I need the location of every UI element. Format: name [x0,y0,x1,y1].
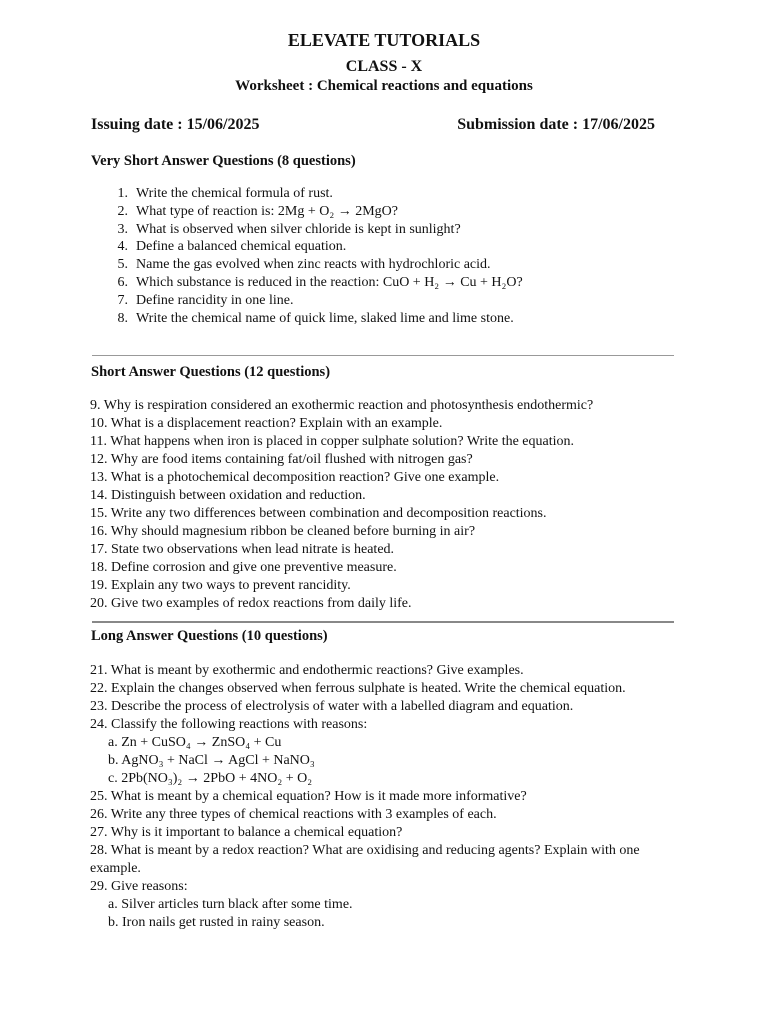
question-number: 17. [90,542,108,557]
question-number: 24. [90,717,108,732]
sub-question-item [90,752,680,770]
question-number: 20. [90,596,108,611]
question-text: Zn + CuSO₄ → ZnSO₄ + Cu [121,735,282,750]
question-text: Distinguish between oxidation and reduction. [111,488,366,503]
section-divider [92,355,674,356]
question-text: State two observations when lead nitrate is heated. [111,542,395,557]
question-text: AgNO₃ + NaCl → AgCl + NaNO₃ [121,753,315,768]
question-text: Why are food items containing fat/oil flushed with nitrogen gas? [110,452,473,467]
question-number: 16. [90,524,108,539]
section-heading-very-short: Very Short Answer Questions (8 questions) [91,153,356,169]
section-heading-long: Long Answer Questions (10 questions) [91,628,328,644]
date-row [91,116,655,134]
question-text: Which substance is reduced in the reaction: CuO + H₂ → Cu + H₂O? [136,274,523,290]
question-text: Why is it important to balance a chemical equation? [110,825,403,840]
question-number: 4. [117,239,128,255]
question-number: 22. [90,681,108,696]
question-number: a. [108,897,118,912]
question-number: 27. [90,825,108,840]
section-heading-short: Short Answer Questions (12 questions) [91,364,331,380]
question-text: Name the gas evolved when zinc reacts with hydrochloric acid. [136,257,491,273]
question-item [90,487,593,505]
question-text: Write the chemical formula of rust. [136,186,333,201]
question-text: Write any three types of chemical reactions with 3 examples of each. [110,807,497,822]
sub-question-item [90,770,680,788]
question-item [110,238,523,256]
submission-date: Submission date : 17/06/2025 [457,116,655,133]
question-text: Give two examples of redox reactions from daily life. [111,596,412,611]
very-short-question-list [110,185,523,327]
question-item [90,559,593,577]
question-item [90,469,593,487]
section-divider [92,621,674,623]
question-text: Write any two differences between combination and decomposition reactions. [110,506,547,521]
sub-question-item [90,914,680,932]
question-number: 23. [90,699,108,714]
question-item [110,274,523,292]
sub-question-item [90,734,680,752]
question-text: Give reasons: [111,879,188,894]
question-number: c. [108,771,118,786]
question-text: What is a photochemical decomposition reaction? Give one example. [110,470,500,485]
question-text: Why is respiration considered an exothermic reaction and photosynthesis endothermic? [103,398,594,413]
question-text: What is meant by exothermic and endothermic reactions? Give examples. [110,663,524,678]
question-number: 8. [117,310,128,326]
question-item [90,824,680,842]
question-number: 21. [90,663,108,678]
question-item [90,698,680,716]
question-number: 10. [90,416,108,431]
question-item [90,577,593,595]
question-text: What type of reaction is: 2Mg + O₂ → 2MgO? [136,203,399,219]
question-text: What happens when iron is placed in copper sulphate solution? Write the equation. [110,434,575,449]
question-item [90,878,680,896]
question-text: What is observed when silver chloride is kept in sunlight? [136,221,461,237]
question-number: 29. [90,879,108,894]
worksheet-title: Worksheet : Chemical reactions and equations [235,78,533,94]
question-item [90,788,680,806]
question-number: 19. [90,578,108,593]
question-item [90,595,593,613]
question-text: Describe the process of electrolysis of water with a labelled diagram and equation. [111,699,574,714]
question-text: Silver articles turn black after some time. [121,897,353,912]
question-number: b. [108,915,119,930]
question-text: Define corrosion and give one preventive measure. [111,560,397,575]
question-number: 14. [90,488,108,503]
question-item [110,256,523,274]
question-number: 6. [117,274,128,290]
question-item [90,433,593,451]
question-text: Explain any two ways to prevent rancidity. [111,578,351,593]
question-number: 7. [117,292,128,308]
question-item [90,680,680,698]
question-text: What is meant by a redox reaction? What are oxidising and reducing agents? Explain with one example. [90,843,640,876]
question-item [90,806,680,824]
question-number: 3. [117,221,128,237]
question-number: 12. [90,452,108,467]
class-label: CLASS - X [345,58,423,75]
question-text: 2Pb(NO₃)₂ → 2PbO + 4NO₂ + O₂ [121,771,313,786]
question-text: Explain the changes observed when ferrous sulphate is heated. Write the chemical equation. [111,681,626,696]
question-text: Define a balanced chemical equation. [136,239,347,255]
question-item [110,185,523,203]
question-item [90,541,593,559]
question-item [90,451,593,469]
long-question-list [90,662,680,932]
question-item [90,716,680,734]
question-item [90,505,593,523]
question-text: What is a displacement reaction? Explain with an example. [110,416,443,431]
sub-question-item [90,896,680,914]
question-number: 11. [90,434,107,449]
question-text: Classify the following reactions with reasons: [111,717,368,732]
question-number: 2. [117,203,128,219]
question-number: 9. [90,398,101,413]
question-item [90,842,680,878]
question-number: 1. [117,186,128,201]
question-item [90,523,593,541]
issuing-date: Issuing date : 15/06/2025 [91,116,260,133]
question-item [90,397,593,415]
question-item [90,415,593,433]
question-number: 28. [90,843,108,858]
question-number: 25. [90,789,108,804]
question-item [110,292,523,310]
question-text: Why should magnesium ribbon be cleaned before burning in air? [110,524,476,539]
question-text: What is meant by a chemical equation? How is it made more informative? [110,789,527,804]
question-item [90,662,680,680]
short-question-list [90,397,593,613]
question-number: 5. [117,257,128,273]
question-number: b. [108,753,119,768]
question-text: Define rancidity in one line. [136,292,294,308]
question-text: Iron nails get rusted in rainy season. [122,915,325,930]
question-number: 18. [90,560,108,575]
question-number: 13. [90,470,108,485]
question-number: a. [108,735,118,750]
question-item [110,221,523,239]
question-item [110,203,523,221]
question-number: 15. [90,506,108,521]
institute-title: ELEVATE TUTORIALS [287,30,481,50]
question-text: Write the chemical name of quick lime, slaked lime and lime stone. [136,310,514,326]
question-item [110,310,523,328]
question-number: 26. [90,807,108,822]
